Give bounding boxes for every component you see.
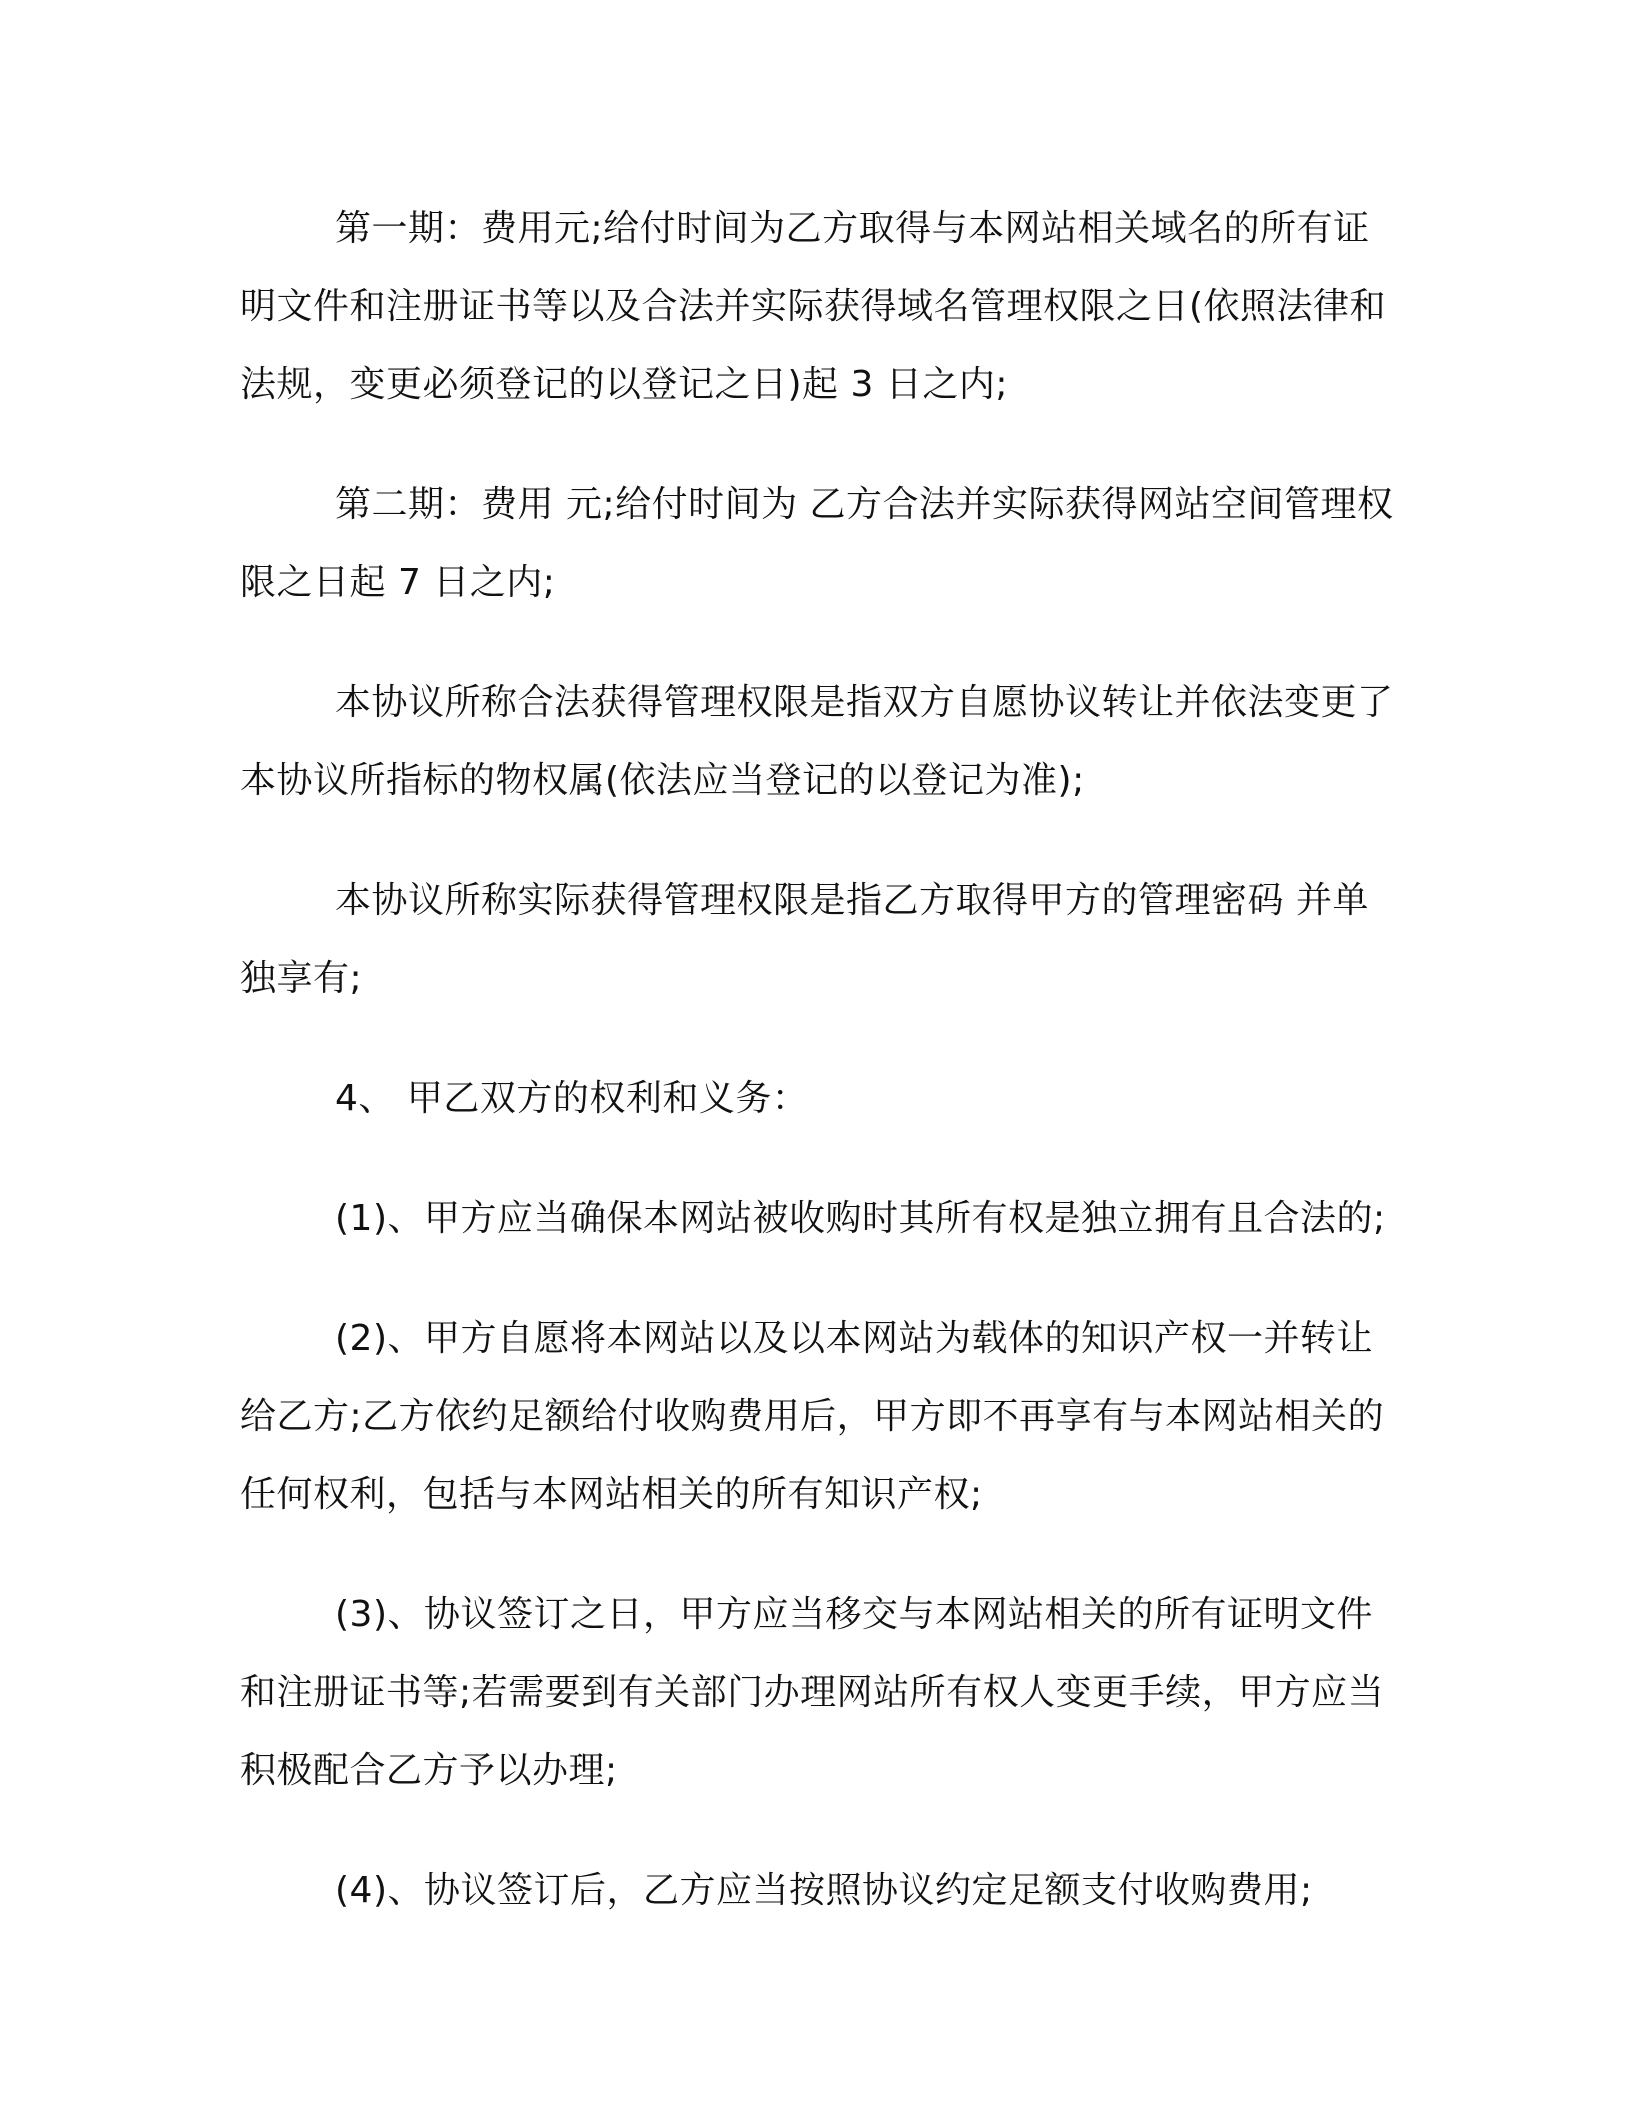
- clause-4: (4)、协议签订后，乙方应当按照协议约定足额支付收购费用;: [335, 1870, 1313, 1911]
- clause-3: (3)、协议签订之日，甲方应当移交与本网站相关的所有证明文件和注册证书等;若需要到有关部门办理网站所有权人变更手续，甲方应当积极配合乙方予以办理;: [240, 1594, 1385, 1791]
- section-heading-rights-obligations: 4、 甲乙双方的权利和义务：: [335, 1078, 809, 1119]
- paragraph-payment-phase-1: 第一期：费用元;给付时间为乙方取得与本网站相关域名的所有证明文件和注册证书等以及合法并实际获得域名管理权限之日(依照法律和法规，变更必须登记的以登记之日)起 3 日之内;: [240, 208, 1387, 405]
- clause-1: (1)、甲方应当确保本网站被收购时其所有权是独立拥有且合法的;: [335, 1198, 1386, 1239]
- paragraph-actual-acquisition-definition: 本协议所称实际获得管理权限是指乙方取得甲方的管理密码 并单独享有;: [240, 880, 1369, 999]
- paragraph-legal-acquisition-definition: 本协议所称合法获得管理权限是指双方自愿协议转让并依法变更了本协议所指标的物权属(依法应当登记的以登记为准);: [240, 682, 1394, 801]
- clause-2: (2)、甲方自愿将本网站以及以本网站为载体的知识产权一并转让给乙方;乙方依约足额给付收购费用后，甲方即不再享有与本网站相关的任何权利，包括与本网站相关的所有知识产权;: [240, 1318, 1385, 1515]
- paragraph-payment-phase-2: 第二期：费用 元;给付时间为 乙方合法并实际获得网站空间管理权限之日起 7 日之内;: [240, 484, 1394, 603]
- document-page: [240, 190, 1400, 1972]
